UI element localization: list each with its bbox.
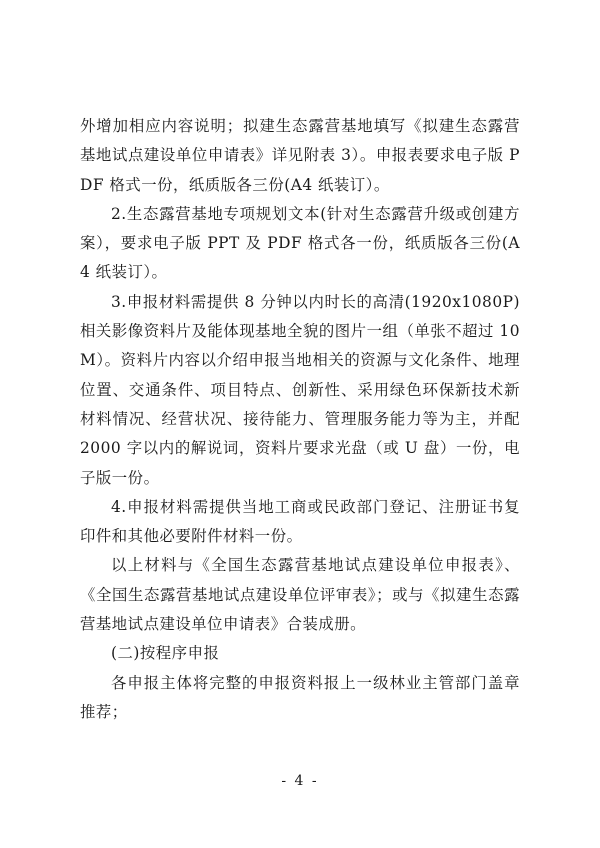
paragraph-item-3-video: 3.申报材料需提供 8 分钟以内时长的高清(1920x1080P)相关影像资料片及能体现基地全貌的图片一组（单张不超过 10M）。资料片内容以介绍申报当地相关的资源与文化条件、地理位置、交通条件、项目特点、创新性、采用绿色环保新技术新材料情况、经营状况、接待能力、管理服务能力等为主，并配 2000 字以内的解说词，资料片要求光盘（或 U 盘）一份，电子版一份。 (80, 292, 520, 487)
paragraph-procedure-step: 各申报主体将完整的申报资料报上一级林业主管部门盖章推荐； (80, 673, 520, 721)
page-number: - 4 - (281, 773, 319, 789)
paragraph-item-2-planning: 2.生态露营基地专项规划文本(针对生态露营升级或创建方案），要求电子版 PPT 及 PDF 格式各一份，纸质版各三份(A4 纸装订）。 (80, 204, 520, 282)
section-heading-procedure: (二)按程序申报 (111, 644, 220, 663)
paragraph-item-4-certificates: 4.申报材料需提供当地工商或民政部门登记、注册证书复印件和其他必要附件材料一份。 (80, 497, 520, 546)
paragraph-materials-continued: 外增加相应内容说明；拟建生态露营基地填写《拟建生态露营基地试点建设单位申请表》详见附表 3）。申报表要求电子版 PDF 格式一份，纸质版各三份(A4 纸装订）。 (80, 117, 520, 194)
paragraph-binding-note: 以上材料与《全国生态露营基地试点建设单位申报表》、《全国生态露营基地试点建设单位评审表》；或与《拟建生态露营基地试点建设单位申请表》合装成册。 (80, 556, 520, 634)
document-body (80, 112, 520, 727)
